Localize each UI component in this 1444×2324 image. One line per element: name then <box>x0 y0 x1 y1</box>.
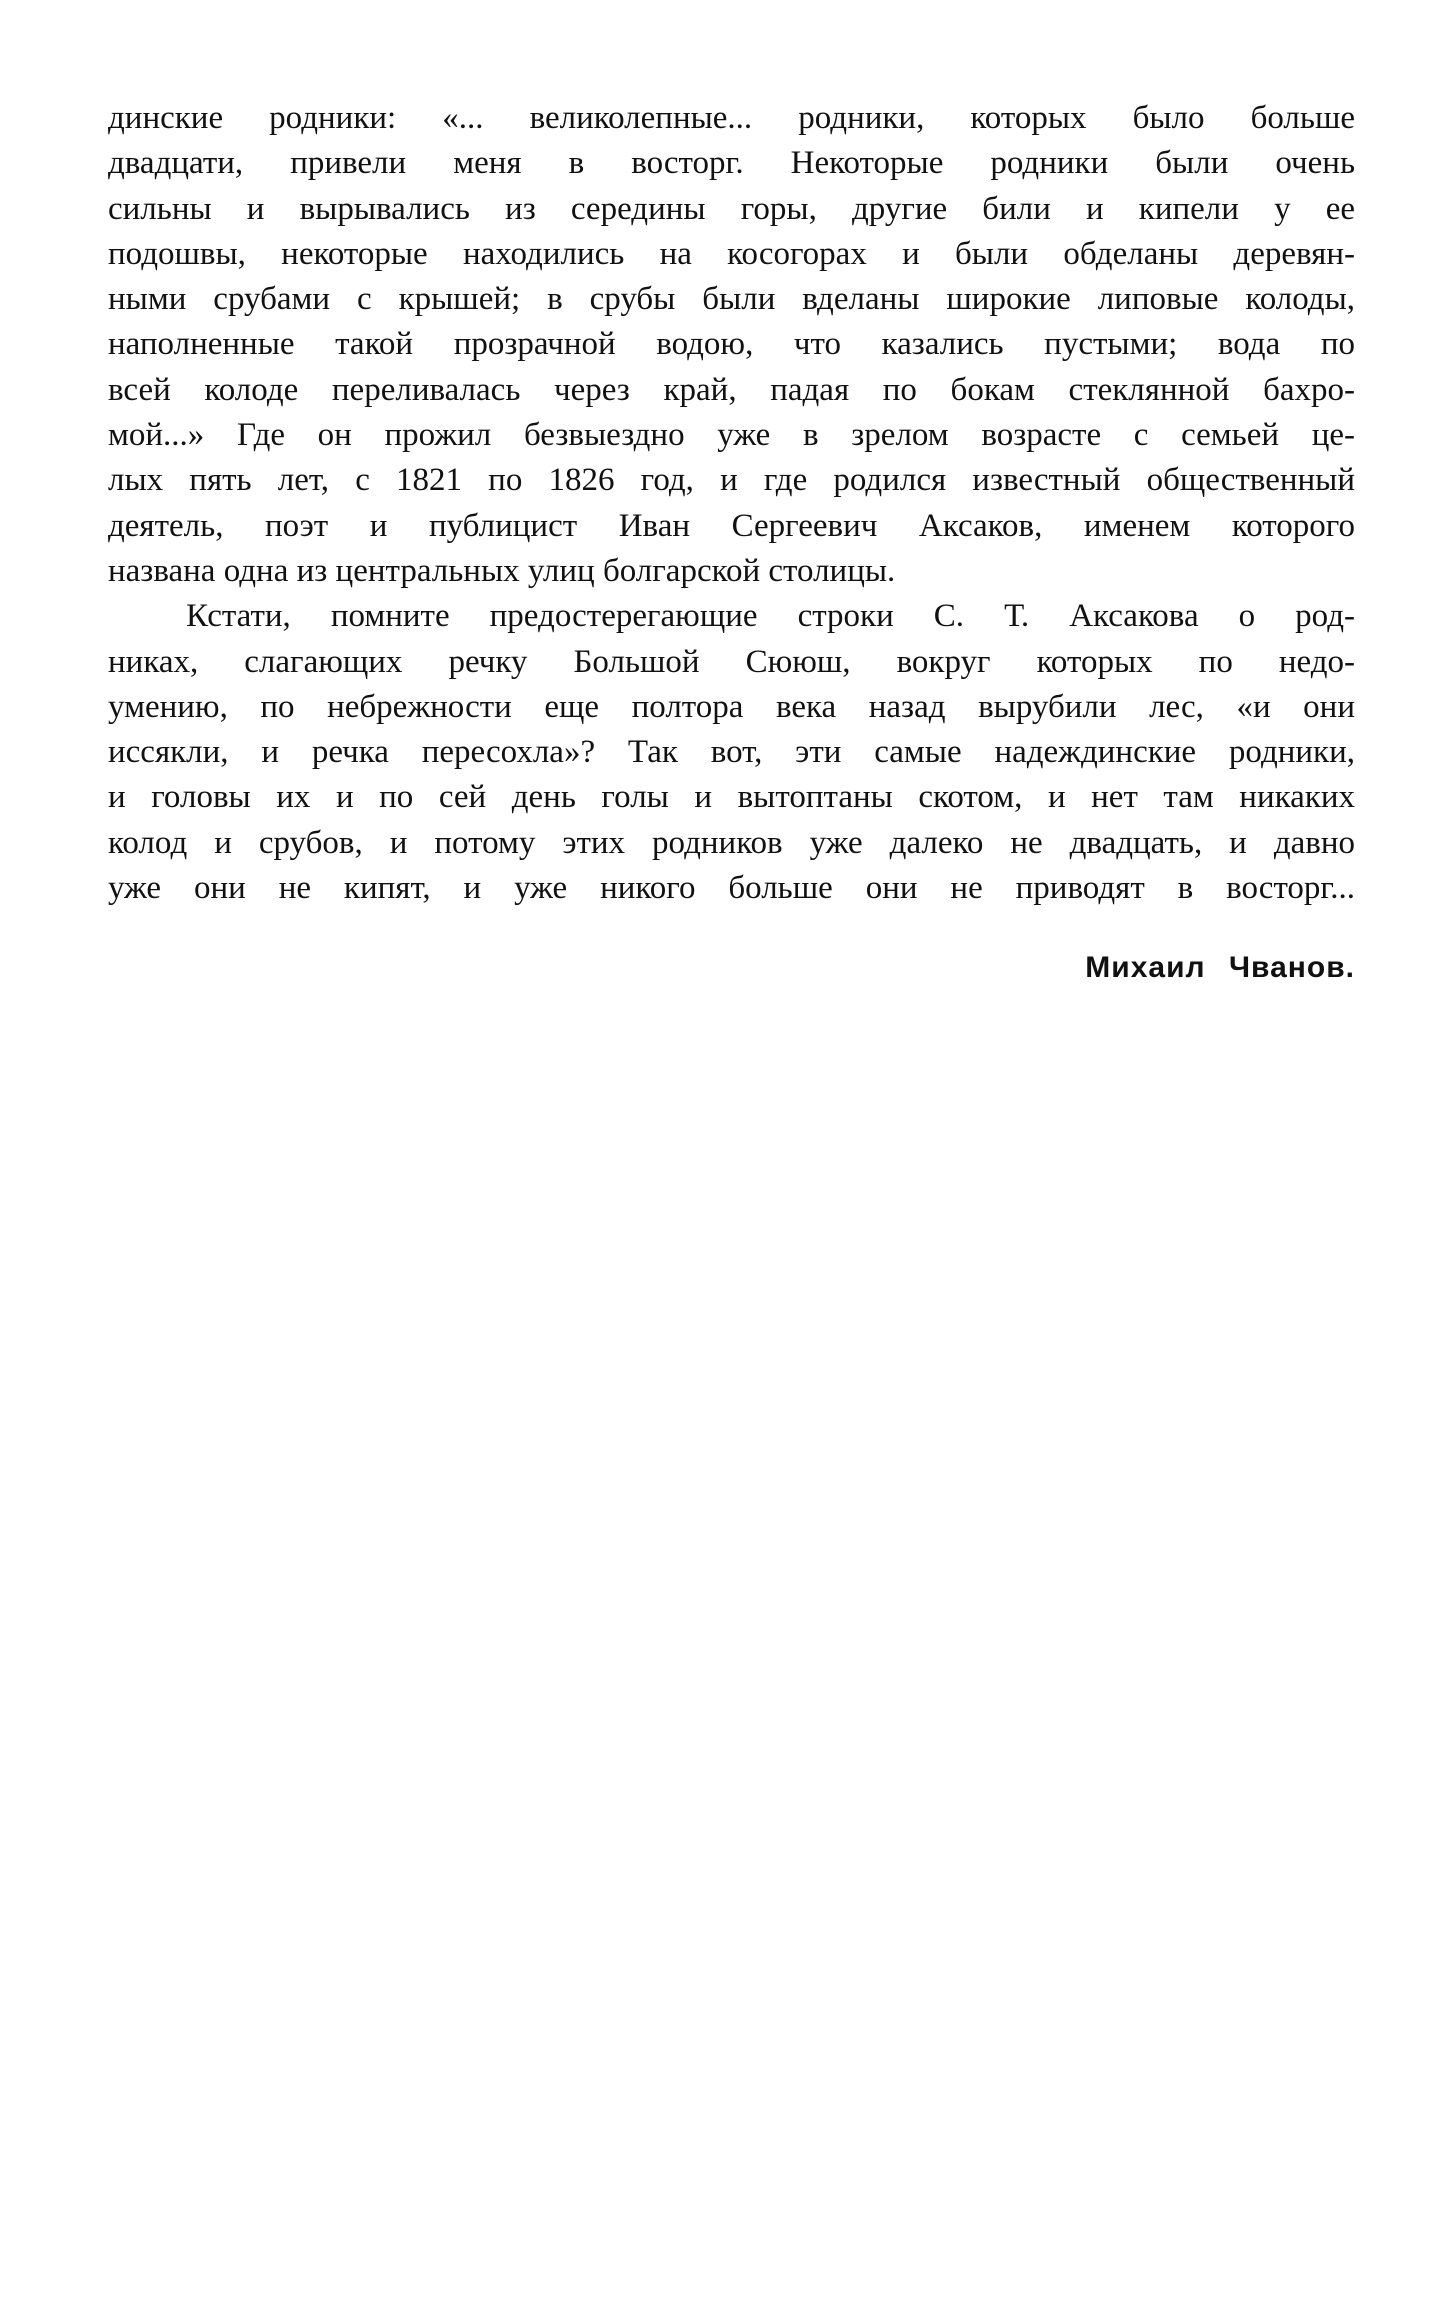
text-line: уже они не кипят, и уже никого больше они не приводят в восторг... <box>108 870 1355 907</box>
text-line: мой...» Где он прожил безвыездно уже в зрелом возрасте с семьей це- <box>108 417 1355 454</box>
author-first-name: Михаил <box>1085 951 1206 984</box>
text-line: колод и срубов, и потому этих родников уже далеко не двадцать, и давно <box>108 824 1355 861</box>
text-line: никах, слагающих речку Большой Сююш, вокруг которых по недо- <box>108 643 1355 680</box>
text-line: ными срубами с крышей; в срубы были вделаны широкие липовые колоды, <box>108 281 1355 318</box>
text-line: и головы их и по сей день голы и вытоптаны скотом, и нет там никаких <box>108 779 1355 816</box>
text-line: подошвы, некоторые находились на косогорах и были обделаны деревян- <box>108 235 1355 272</box>
text-line: двадцати, привели меня в восторг. Некоторые родники были очень <box>108 145 1355 182</box>
text-line: деятель, поэт и публицист Иван Сергеевич Аксаков, именем которого <box>108 507 1355 544</box>
text-line: всей колоде переливалась через край, падая по бокам стеклянной бахро- <box>108 371 1355 408</box>
body-text <box>108 96 1355 911</box>
paragraph-2 <box>108 594 1355 911</box>
paragraph-1 <box>108 96 1355 594</box>
text-line: наполненные такой прозрачной водою, что казались пустыми; вода по <box>108 326 1355 363</box>
author-last-name: Чванов. <box>1228 951 1355 984</box>
text-line: умению, по небрежности еще полтора века назад вырубили лес, «и они <box>108 688 1355 725</box>
text-line: иссякли, и речка пересохла»? Так вот, эти самые надеждинские родники, <box>108 734 1355 771</box>
text-line-indented: Кстати, помните предостерегающие строки С. Т. Аксакова о род- <box>186 598 1355 635</box>
text-line: лых пять лет, с 1821 по 1826 год, и где родился известный общественный <box>108 462 1355 499</box>
author-signature <box>1085 948 1355 988</box>
text-line: динские родники: «... великолепные... родники, которых было больше <box>108 100 1355 136</box>
text-line: сильны и вырывались из середины горы, другие били и кипели у ее <box>108 190 1355 227</box>
text-line: названа одна из центральных улиц болгарской столицы. <box>108 552 896 589</box>
